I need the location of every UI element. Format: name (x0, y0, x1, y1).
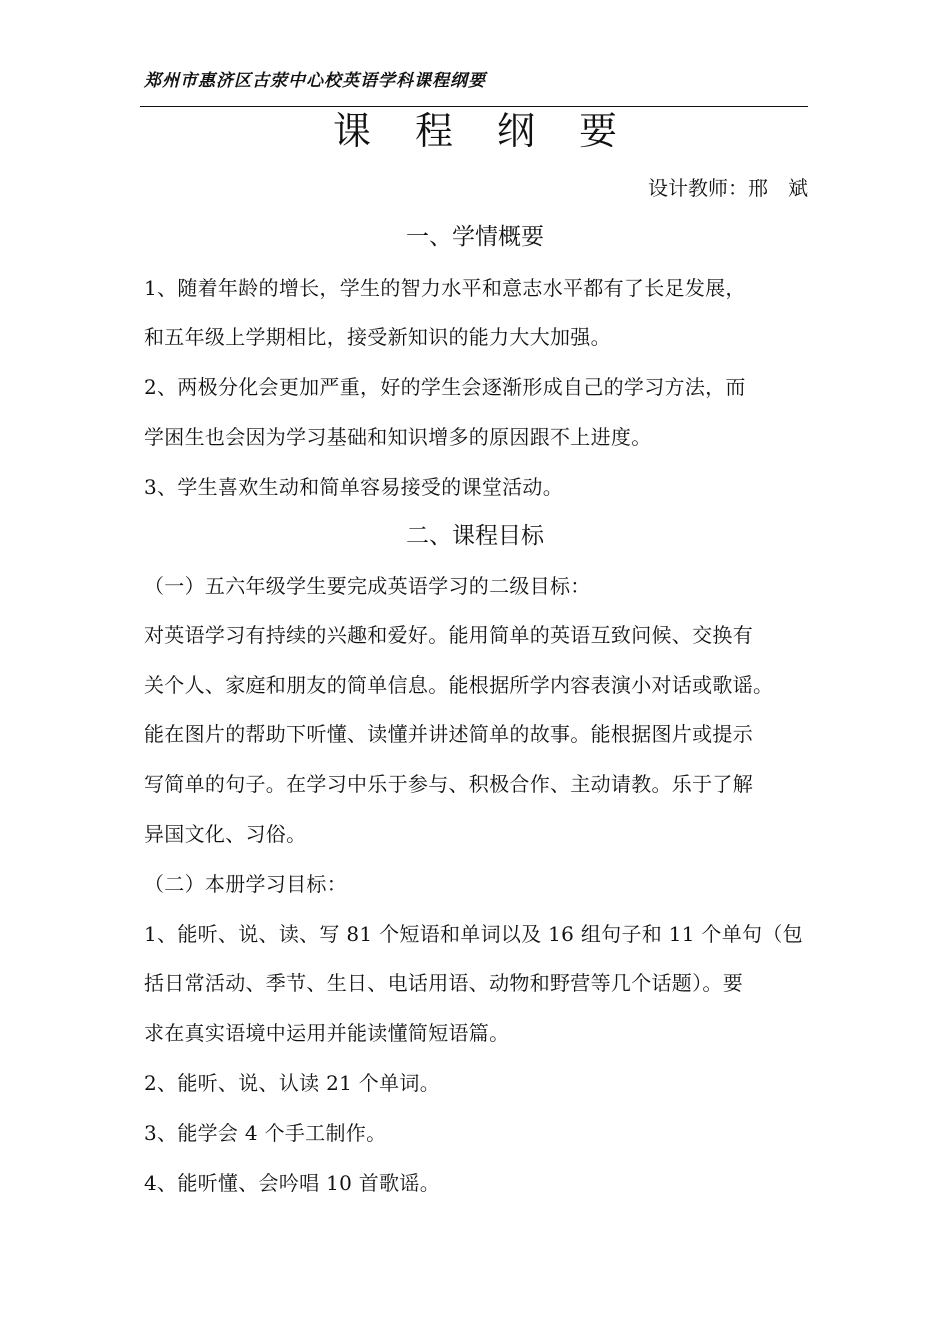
paragraph-line: 3、学生喜欢生动和简单容易接受的课堂活动。 (144, 475, 564, 499)
paragraph-line: 写简单的句子。在学习中乐于参与、积极合作、主动请教。乐于了解 (144, 772, 753, 796)
subheading-line: （二）本册学习目标： (144, 872, 347, 896)
paragraph-line: 能在图片的帮助下听懂、读懂并讲述简单的故事。能根据图片或提示 (144, 722, 753, 746)
paragraph-line: 2、两极分化会更加严重，好的学生会逐渐形成自己的学习方法，而 (144, 375, 746, 399)
author-line: 设计教师：邢 斌 (648, 176, 808, 200)
subheading-line: （一）五六年级学生要完成英语学习的二级目标： (144, 574, 591, 598)
paragraph-line: 括日常活动、季节、生日、电话用语、动物和野营等几个话题）。要 (144, 971, 743, 995)
paragraph-line: 学困生也会因为学习基础和知识增多的原因跟不上进度。 (144, 425, 652, 449)
paragraph-line: 异国文化、习俗。 (144, 822, 307, 846)
paragraph-line: 求在真实语境中运用并能读懂简短语篇。 (144, 1021, 510, 1045)
paragraph-line: 对英语学习有持续的兴趣和爱好。能用简单的英语互致问候、交换有 (144, 623, 753, 647)
paragraph-line: 2、能听、说、认读 21 个单词。 (144, 1071, 440, 1095)
section-title-situation: 一、学情概要 (406, 224, 544, 250)
school-header: 郑州市惠济区古荥中心校英语学科课程纲要 (144, 71, 486, 91)
paragraph-line: 3、能学会 4 个手工制作。 (144, 1121, 387, 1145)
paragraph-line: 关个人、家庭和朋友的简单信息。能根据所学内容表演小对话或歌谣。 (144, 673, 774, 697)
document-title: 课程纲要 (332, 109, 661, 153)
paragraph-line: 和五年级上学期相比，接受新知识的能力大大加强。 (144, 325, 611, 349)
paragraph-line: 1、随着年龄的增长，学生的智力水平和意志水平都有了长足发展， (144, 276, 746, 300)
paragraph-line: 1、能听、说、读、写 81 个短语和单词以及 16 组句子和 11 个单句（包 (144, 922, 803, 946)
section-title-goals: 二、课程目标 (406, 523, 544, 549)
paragraph-line: 4、能听懂、会吟唱 10 首歌谣。 (144, 1171, 440, 1195)
